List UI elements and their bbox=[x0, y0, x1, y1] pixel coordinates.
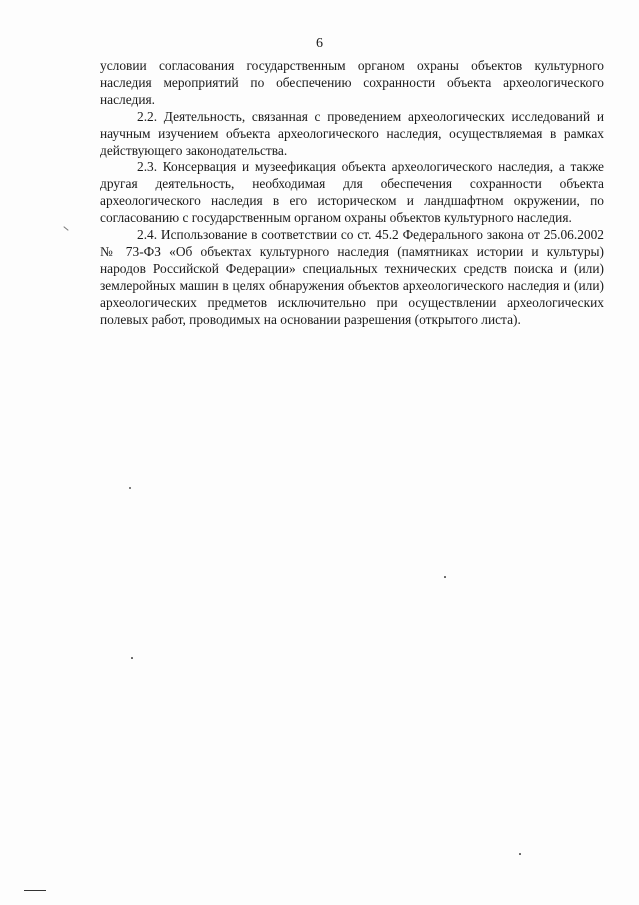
paragraph-continuation: условии согласования государственным органом охраны объектов культурного наследия мероприятий по обеспечению сохранности объекта археологического наследия. bbox=[100, 58, 604, 107]
scan-speck bbox=[519, 853, 521, 855]
scan-mark bbox=[63, 226, 68, 231]
scan-speck bbox=[129, 487, 131, 489]
scan-speck bbox=[131, 657, 133, 659]
scan-edge-mark bbox=[24, 890, 46, 891]
scan-speck bbox=[444, 576, 446, 578]
page-number: 6 bbox=[316, 36, 323, 51]
document-body bbox=[100, 58, 604, 329]
paragraph-2-4: 2.4. Использование в соответствии со ст. 45.2 Федерального закона от 25.06.2002 № 73-ФЗ «Об объектах культурного наследия (памятниках истории и культуры) народов Российской Федерации» специальных технических средств поиска и (или) землеройных машин в целях обнаружения объектов археологического наследия и (или) археологических предметов исключительно при осуществлении археологических полевых работ, проводимых на основании разрешения (открытого листа). bbox=[100, 227, 604, 327]
paragraph-2-2: 2.2. Деятельность, связанная с проведением археологических исследований и научным изучением объекта археологического наследия, осуществляемая в рамках действующего законодательства. bbox=[100, 108, 604, 158]
paragraph-2-3: 2.3. Консервация и музеефикация объекта археологического наследия, а также другая деятельность, необходимая для обеспечения сохранности объекта археологического наследия в его историческом и ландшафтном окружении, по согласованию с государственным органом охраны объектов культурного наследия. bbox=[100, 159, 604, 226]
